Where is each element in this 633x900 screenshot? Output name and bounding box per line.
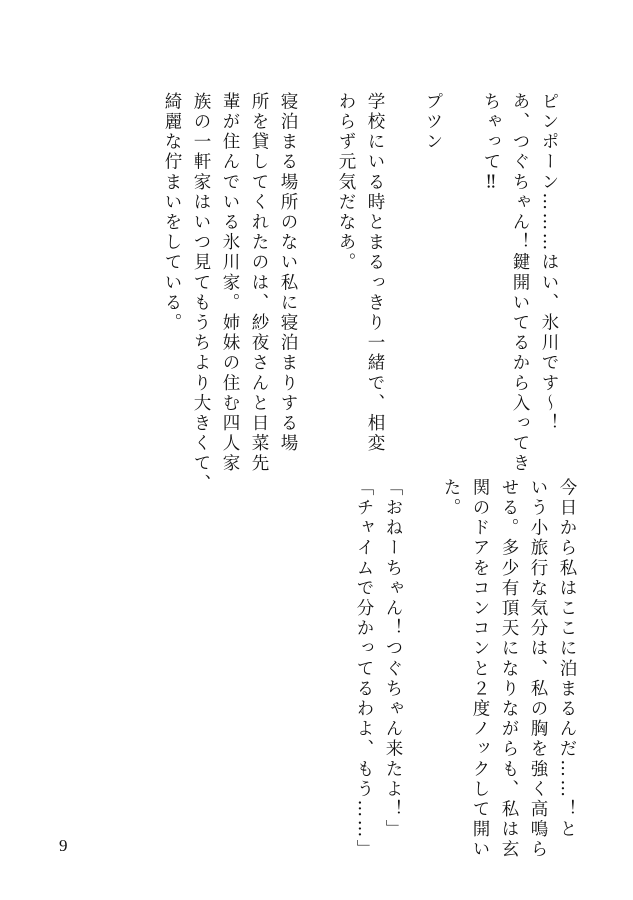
text-column: いう小旅行な気分は、私の胸を強く高鳴ら — [528, 478, 548, 860]
text-column: 所を貸してくれたのは、紗夜さんと日菜先 — [249, 92, 269, 474]
blank-column — [447, 92, 476, 442]
text-column: せる。多少有頂天になりながらも、私は玄 — [499, 478, 519, 860]
text-column: わらず元気だなあ。 — [336, 92, 356, 273]
upper-text-block — [157, 92, 563, 494]
text-column: ピンポーン………はい、氷川です～！ — [539, 92, 559, 434]
text-column: 関のドアをコンコンと２度ノックして開い — [470, 478, 490, 860]
text-column: 寝泊まる場所のない私に寝泊まりする場 — [278, 92, 298, 454]
text-column: 学校にいる時とまるっきり一緒で、相変 — [365, 92, 385, 454]
text-column: あ、つぐちゃん！鍵開いてるから入ってき — [510, 92, 530, 474]
text-column: プツン — [423, 92, 443, 153]
lower-text-block — [349, 478, 581, 860]
blank-column — [407, 478, 436, 838]
dialogue-column: 「おねーちゃん！つぐちゃん来たよ！」 — [383, 478, 403, 840]
text-column: ちゃって‼ — [481, 92, 501, 195]
dialogue-column: 「チャイムで分かってるわよ、もう……」 — [354, 478, 374, 860]
blank-column — [389, 92, 418, 442]
text-column: た。 — [441, 478, 461, 519]
text-column: 今日から私はここに泊まるんだ……！と — [557, 478, 577, 840]
page-number: 9 — [59, 836, 68, 855]
text-column: 族の一軒家はいつ見てもうちより大きくて、 — [191, 92, 211, 494]
blank-column — [302, 92, 331, 442]
text-column: 綺麗な佇まいをしている。 — [162, 92, 182, 334]
text-column: 輩が住んでいる氷川家。姉妹の住む四人家 — [220, 92, 240, 474]
